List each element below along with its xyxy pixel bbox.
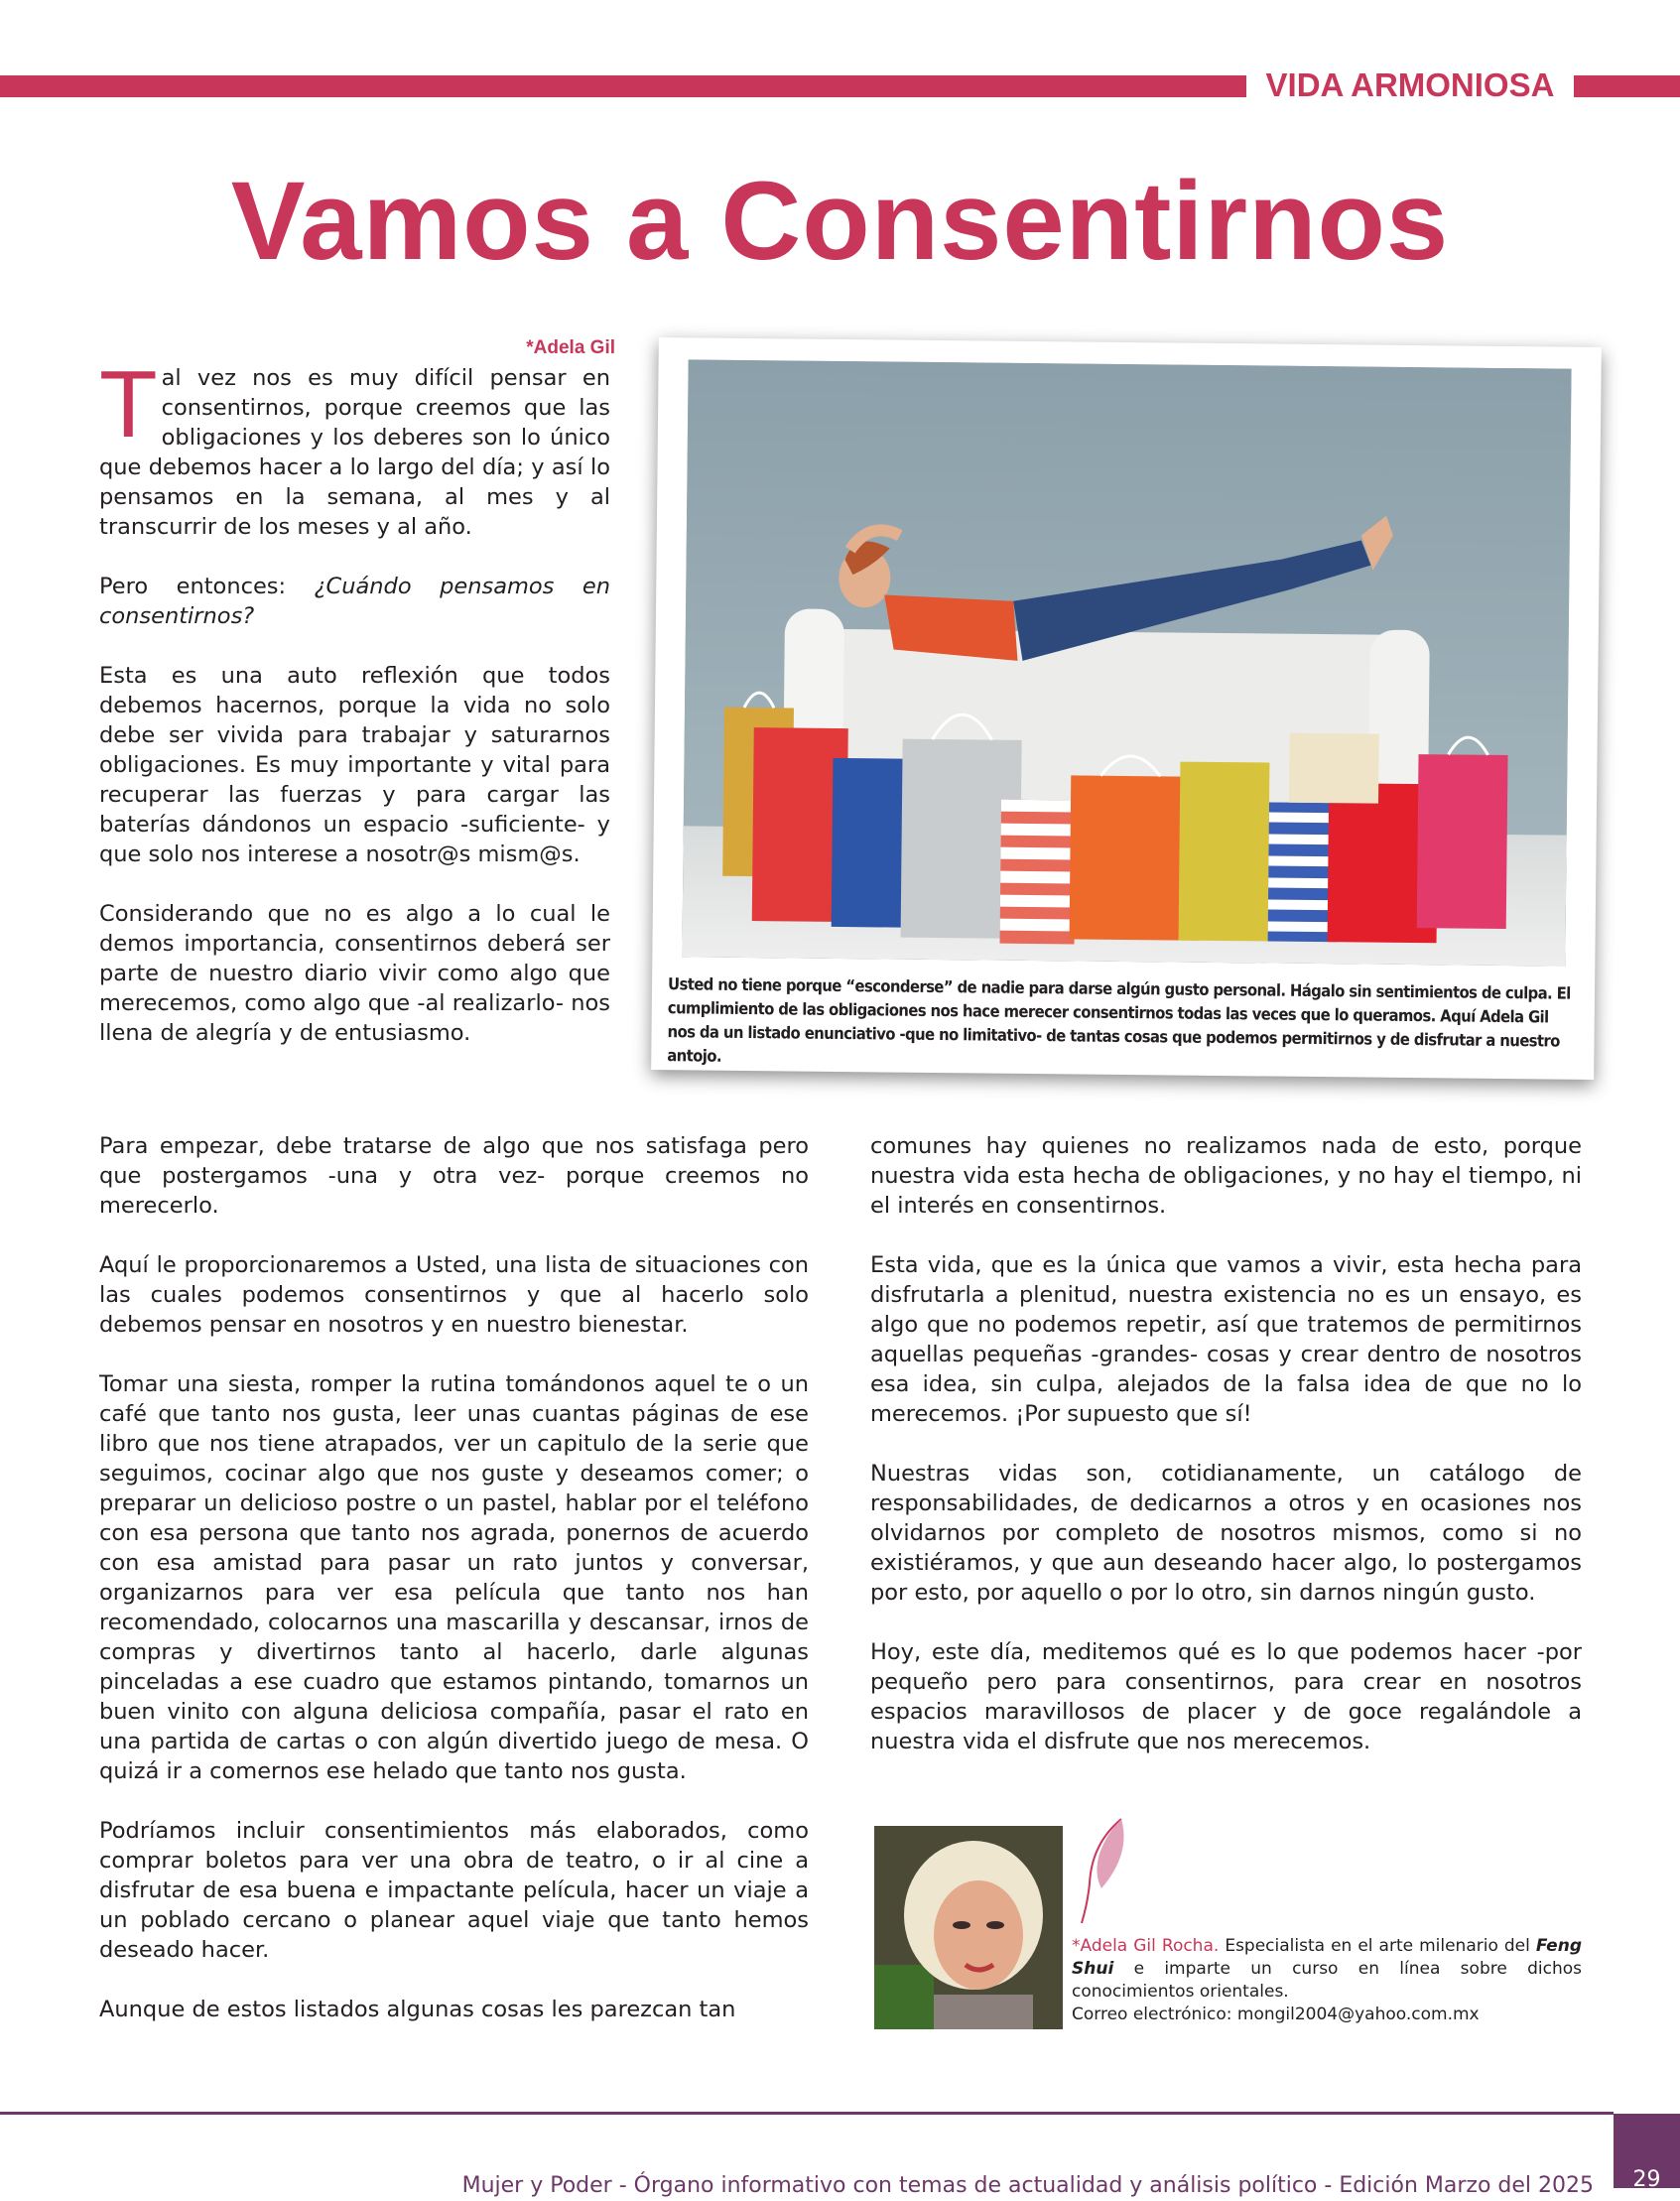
header-bar-right [1574,75,1680,97]
paragraph: Para empezar, debe tratarse de algo que nos satisfaga pero que postergamos -una y otra vez- porque creemos no merecerlo. [99,1133,809,1219]
article-column-2 [99,1131,809,2024]
intro-paragraph: Tal vez nos es muy difícil pensar en consentirnos, porque creemos que las obligaciones y los deberes son lo único que debemos hacer a lo largo del día; y así lo pensamos en la semana, al mes y al transcurrir de los meses y al año. [99,351,610,540]
article-title: Vamos a Consentirnos [230,159,1450,283]
paragraph: comunes hay quienes no realizamos nada de esto, porque nuestra vida esta hecha de obligaciones, y no hay el tiempo, ni el interés en consentirnos. [870,1133,1582,1219]
paragraph: Esta vida, que es la única que vamos a vivir, esta hecha para disfrutarla a plenitud, nuestra existencia no es un ensayo, es algo que no podemos repetir, así que tratemos de permitirnos aquellas pequeñas -grandes- cosas y crear dentro de nosotros esa idea, sin culpa, alejados de la falsa idea de que no lo merecemos. ¡Por supuesto que sí! [870,1252,1582,1427]
paragraph: Hoy, este día, meditemos qué es lo que podemos hacer -por pequeño pero para consentirnos, para crear en nosotros espacios maravillosos de placer y de goce regalándole a nuestra vida el disfrute que nos merecemos. [870,1639,1582,1754]
byline: *Adela Gil [526,337,615,358]
page-number-box [1614,2114,1680,2192]
paragraph: Tomar una siesta, romper la rutina tomándonos aquel te o un café que tanto nos gusta, leer unas cuantas páginas de ese libro que nos tiene atrapados, ver un capitulo de la serie que seguimos, cocinar algo que nos guste y deseamos comer; o preparar un delicioso postre o un pastel, hablar por el teléfono con esa persona que tanto nos agrada, ponernos de acuerdo con esa amistad para pasar un rato juntos y conversar, organizarnos para ver esa película que tanto nos han recomendado, colocarnos una mascarilla y descansar, irnos de compras y divertirnos tanto al hacerlo, darle algunas pinceladas a ese cuadro que estamos pintando, tomarnos un buen vinito con alguna deliciosa compañía, pasar el rato en una partida de cartas o con algún divertido juego de mesa. O quizá ir a comernos ese helado que tanto nos gusta. [99,1371,809,1784]
woman-with-shopping-bags-image [682,359,1571,966]
author-email: Correo electrónico: mongil2004@yahoo.com.mx [1072,2005,1480,2024]
page-number: 29 [1632,2167,1661,2192]
article-column-3 [870,1131,1582,1756]
author-name: *Adela Gil Rocha. [1072,1936,1220,1956]
section-label: VIDA ARMONIOSA [1265,66,1555,103]
footer-divider [0,2112,1614,2115]
author-photo [874,1826,1063,2029]
feather-icon [1072,1814,1131,1928]
drop-cap: T [99,351,158,457]
feng-shui-term: Feng Shui [1072,1936,1582,1979]
author-bio: *Adela Gil Rocha. Especialista en el arte milenario del Feng Shui e imparte un curso en línea sobre dichos conocimientos orientales. Correo electrónico: mongil2004@yahoo.com.mx [1072,1936,1582,2024]
question-text: ¿Cuándo pensamos en consentirnos? [99,574,610,629]
paragraph: Podríamos incluir consentimientos más elaborados, como comprar boletos para ver una obra de teatro, o ir al cine a disfrutar de esa buena e impactante película, hacer un viaje a un poblado cercano o planear aquel viaje que tanto hemos deseado hacer. [99,1818,809,1963]
footer-text: Mujer y Poder - Órgano informativo con temas de actualidad y análisis político - Edición Marzo del 2025 [461,2173,1594,2198]
paragraph-question: Pero entonces: ¿Cuándo pensamos en consentirnos? [99,574,610,629]
article-photo [682,359,1571,966]
paragraph: Considerando que no es algo a lo cual le demos importancia, consentirnos deberá ser parte de nuestro diario vivir como algo que merecemos, como algo que -al realizarlo- nos llena de alegría y de entusiasmo. [99,901,610,1046]
paragraph: Esta es una auto reflexión que todos debemos hacernos, porque la vida no solo debe ser vivida para trabajar y saturarnos obligaciones. Es muy importante y vital para recuperar las fuerzas y para cargar las baterías dándonos un espacio -suficiente- y que solo nos interese a nosotr@s mism@s. [99,663,610,867]
article-column-1 [99,351,610,1048]
paragraph: Aquí le proporcionaremos a Usted, una lista de situaciones con las cuales podemos consentirnos y que al hacerlo solo debemos pensar en nosotros y en nuestro bienestar. [99,1252,809,1338]
paragraph: Nuestras vidas son, cotidianamente, un catálogo de responsabilidades, de dedicarnos a otros y en ocasiones nos olvidarnos por completo de nosotros mismos, como si no existiéramos, y que aun deseando hacer algo, lo postergamos por esto, por aquello o por lo otro, sin darnos ningún gusto. [870,1461,1582,1606]
header-bar-left [0,75,1246,97]
photo-card [651,337,1602,1080]
author-portrait-image [874,1826,1063,2029]
photo-caption: Usted no tiene porque “esconderse” de nadie para darse algún gusto personal. Hágalo sin sentimientos de culpa. El cumplimiento de las obligaciones nos hace merecer consentirnos todas las veces que lo queramos. Aquí Adela Gil nos da un listado enunciativo -que no limitativo- de tantas cosas que podemos permitirnos y de disfrutar a nuestro antojo. [667,974,1571,1066]
paragraph: Aunque de estos listados algunas cosas les parezcan tan [99,1997,736,2022]
